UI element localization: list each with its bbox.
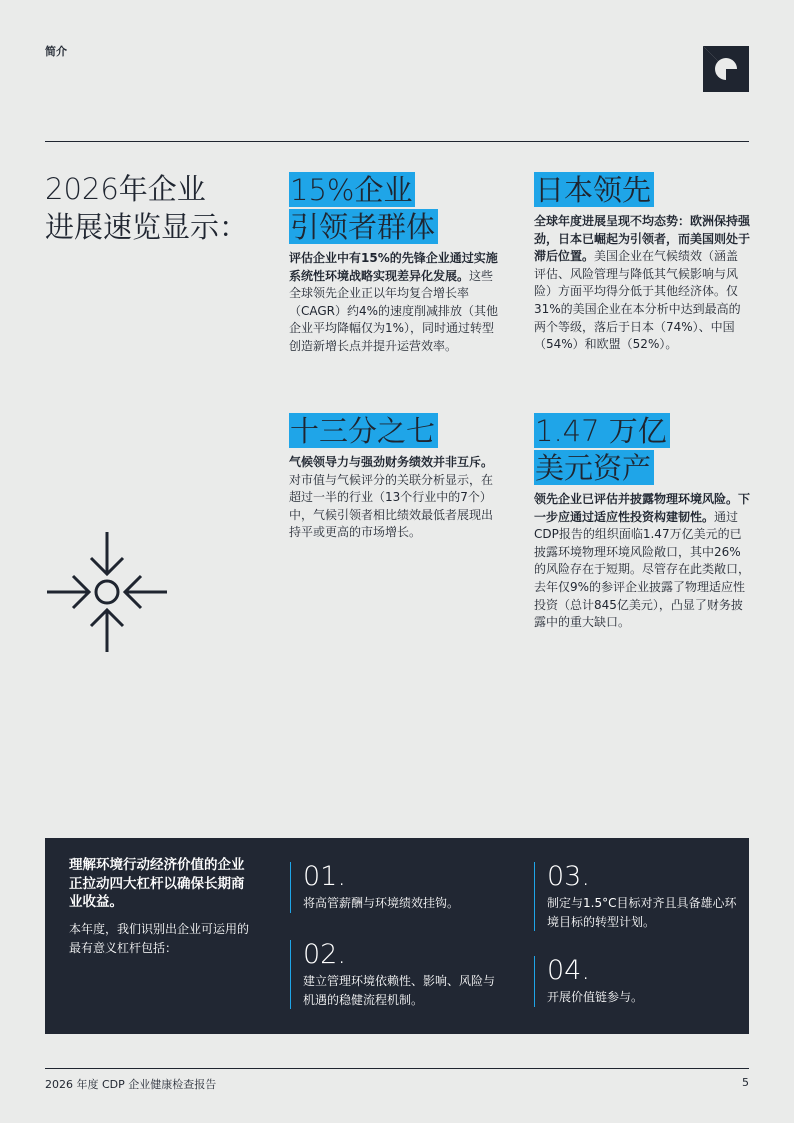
levers-lead: 理解环境行动经济价值的企业正拉动四大杠杆以确保长期商业收益。 — [69, 857, 245, 910]
stat-block-japan — [534, 172, 750, 354]
lever-item: 02. 建立管理环境依赖性、影响、风险与机遇的稳健流程机制。 — [290, 940, 503, 1009]
stat-title: 15%企业 引领者群体 — [289, 172, 499, 246]
stat-body: 领先企业已评估并披露物理环境风险。下一步应通过适应性投资构建韧性。通过CDP报告的组织面临1.47万亿美元的已披露环境物理环境风险敞口，其中26%的风险存在于短期。尽管存在此类敞口，去年仅9%的参评企业披露了物理适应性投资（总计845亿美元），凸显了财务披露中的重大缺口。 — [534, 492, 751, 630]
stat-title: 十三分之七 — [289, 413, 499, 450]
stat-body: 全球年度进展呈现不均态势：欧洲保持强劲，日本已崛起为引领者，而美国则处于滞后位置。美国企业在气候绩效（涵盖评估、风险管理与降低其气候影响与风险）方面平均得分低于其他经济体。仅31%的美国企业在本分析中达到最高的两个等级，落后于日本（74%）、中国（54%）和欧盟（52%）。 — [534, 214, 751, 352]
levers-intro: 本年度，我们识别出企业可运用的最有意义杠杆包括： — [69, 922, 250, 955]
top-divider — [45, 141, 749, 142]
lever-item: 01. 将高管薪酬与环境绩效挂钩。 — [290, 862, 503, 913]
hero-heading: 2026年企业 进展速览显示： — [45, 172, 249, 244]
stat-title: 日本领先 — [534, 172, 750, 209]
stat-title: 1.47 万亿 美元资产 — [534, 413, 750, 487]
lever-item: 04. 开展价值链参与。 — [534, 956, 747, 1007]
lever-item: 03. 制定与1.5°C目标对齐且具备雄心环境目标的转型计划。 — [534, 862, 747, 931]
cdp-logo-icon — [703, 46, 749, 92]
levers-panel — [45, 838, 749, 1034]
stat-body: 评估企业中有15%的先锋企业通过实施系统性环境战略实现差异化发展。这些全球领先企业正以年均复合增长率（CAGR）约4%的速度削减排放（其他企业平均降幅仅为1%），同时通过转型创造新增长点并提升运营效率。 — [289, 251, 499, 353]
converging-arrows-icon — [45, 530, 169, 654]
stat-block-assets — [534, 413, 750, 632]
stat-block-seven-of-thirteen — [289, 413, 499, 542]
section-label: 简介 — [45, 45, 67, 58]
page-number: 5 — [742, 1076, 749, 1089]
footer-title: 2026 年度 CDP 企业健康检查报告 — [45, 1078, 217, 1091]
stat-body: 气候领导力与强劲财务绩效并非互斥。对市值与气候评分的关联分析显示，在超过一半的行业（13个行业中的7个）中，气候引领者相比绩效最低者展现出持平或更高的市场增长。 — [289, 455, 494, 540]
bottom-divider — [45, 1068, 749, 1069]
stat-block-leaders — [289, 172, 499, 356]
